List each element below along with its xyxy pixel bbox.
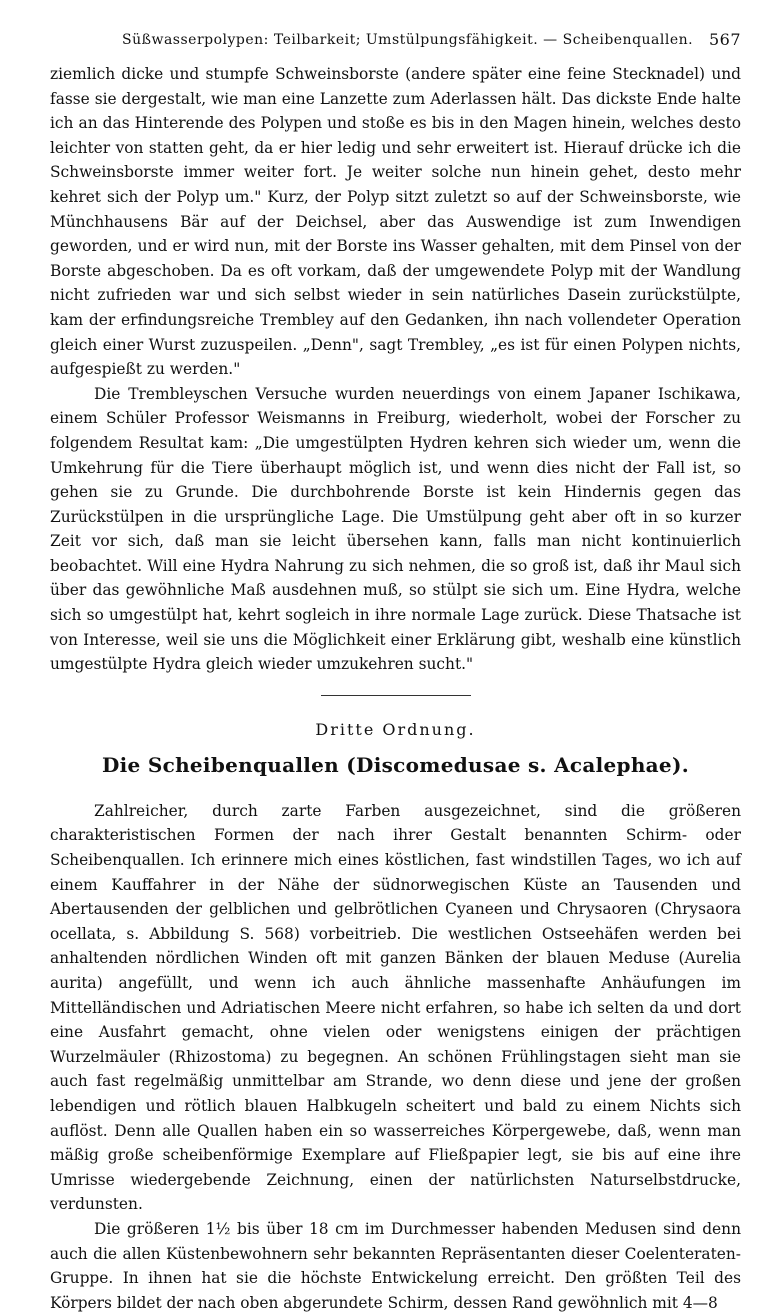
paragraph-ischikawa-experiments: Die Trembleyschen Versuche wurden neuerdings von einem Japaner Ischikawa, einem Schüler Professor Weismanns in Freiburg, wiederholt, wobei der Forscher zu folgendem Resultat kam: „Die umgestülpten Hydren kehren sich wieder um, wenn die Umkehrung für die Tiere überhaupt möglich ist, und wenn dies nicht der Fall ist, so gehen sie zu Grunde. Die durchbohrende Borste ist kein Hindernis gegen das Zurückstülpen in die ursprüngliche Lage. Die Umstülpung geht aber oft in so kurzer Zeit vor sich, daß man sie leicht übersehen kann, falls man nicht kontinuierlich beobachtet. Will eine Hydra Nahrung zu sich nehmen, die so groß ist, daß ihr Maul sich über das gewöhnliche Maß ausdehnen muß, so stülpt sie sich um. Eine Hydra, welche sich so umgestülpt hat, kehrt sogleich in ihre normale Lage zurück. Diese Thatsache ist von Interesse, weil sie uns die Möglichkeit einer Erklärung gibt, weshalb eine künstlich umgestülpte Hydra gleich wieder umzukehren sucht." bbox=[50, 384, 741, 674]
page-number: 567 bbox=[708, 30, 741, 49]
section-order-heading: Dritte Ordnung. bbox=[315, 719, 476, 739]
paragraph-scheibenquallen-intro: Zahlreicher, durch zarte Farben ausgezeichnet, sind die größeren charakteristischen Formen der nach ihrer Gestalt benannten Schirm- oder Scheibenquallen. Ich erinnere mich eines köstlichen, fast windstillen Tages, wo ich auf einem Kauffahrer in der Nähe der südnorwegischen Küste an Tausenden und Abertausenden der gelblichen und gelbrötlichen Cyaneen und Chrysaoren (Chrysaora ocellata, s. Abbildung S. 568) vorbeitrieb. Die westlichen Ostseehäfen werden bei anhaltenden nördlichen Winden oft mit ganzen Bänken der blauen Meduse (Aurelia aurita) angefüllt, und wenn ich auch ähnliche massenhafte Anhäufungen im Mittelländischen und Adriatischen Meere nicht erfahren, so habe ich selten da und dort eine Ausfahrt gemacht, ohne vielen oder wenigstens einigen der prächtigen Wurzelmäuler (Rhizostoma) zu begegnen. An schönen Frühlingstagen sieht man sie auch fast regelmäßig unmittelbar am Strande, wo denn diese und jene der großen lebendigen und rötlich blauen Halbkugeln scheitert und bald zu einem Nichts sich auflöst. Denn alle Quallen haben ein so wasserreiches Körpergewebe, daß, wenn man mäßig große scheibenförmige Exemplare auf Fließpapier legt, sie bis auf eine ihre Umrisse wiedergebende Zeichnung, einen der natürlichsten Naturselbstdrucke, verdunsten. bbox=[50, 801, 741, 1214]
section-divider bbox=[321, 695, 471, 696]
running-title: Süßwasserpolypen: Teilbarkeit; Umstülpungsfähigkeit. — Scheibenquallen. bbox=[122, 32, 694, 48]
paragraph-trembley-method: ziemlich dicke und stumpfe Schweinsborste (andere später eine feine Stecknadel) und fasse sie dergestalt, wie man eine Lanzette zum Aderlassen hält. Das dickste Ende halte ich an das Hinterende des Polypen und stoße es bis in den Magen hinein, welches desto leichter von statten geht, da er hier ledig und sehr erweitert ist. Hierauf drücke ich die Schweinsborste immer weiter fort. Je weiter solche nun hinein gehet, desto mehr kehret sich der Polyp um." Kurz, der Polyp sitzt zuletzt so auf der Schweinsborste, wie Münchhausens Bär auf der Deichsel, aber das Auswendige ist zum Inwendigen geworden, und er wird nun, mit der Borste ins Wasser gehalten, mit dem Pinsel von der Borste abgeschoben. Da es oft vorkam, daß der umgewendete Polyp mit der Wandlung nicht zufrieden war und sich selbst wieder in sein natürliches Dasein zurückstülpte, kam der erfindungsreiche Trembley auf den Gedanken, ihn nach vollendeter Operation gleich einer Wurst zuzuspeilen. „Denn", sagt Trembley, „es ist für einen Polypen nichts, aufgespießt zu werden." bbox=[50, 65, 741, 379]
section-title: Die Scheibenquallen (Discomedusae s. Acalephae). bbox=[102, 752, 689, 777]
paragraph-medusen-size: Die größeren 1½ bis über 18 cm im Durchmesser habenden Medusen sind denn auch die allen Küstenbewohnern sehr bekannten Repräsentanten dieser Coelenteraten-Gruppe. In ihnen hat sie die höchste Entwickelung erreicht. Den größten Teil des Körpers bildet der nach oben abgerundete Schirm, dessen Rand gewöhnlich mit 4—8 bbox=[50, 1219, 741, 1312]
running-header bbox=[50, 28, 741, 52]
